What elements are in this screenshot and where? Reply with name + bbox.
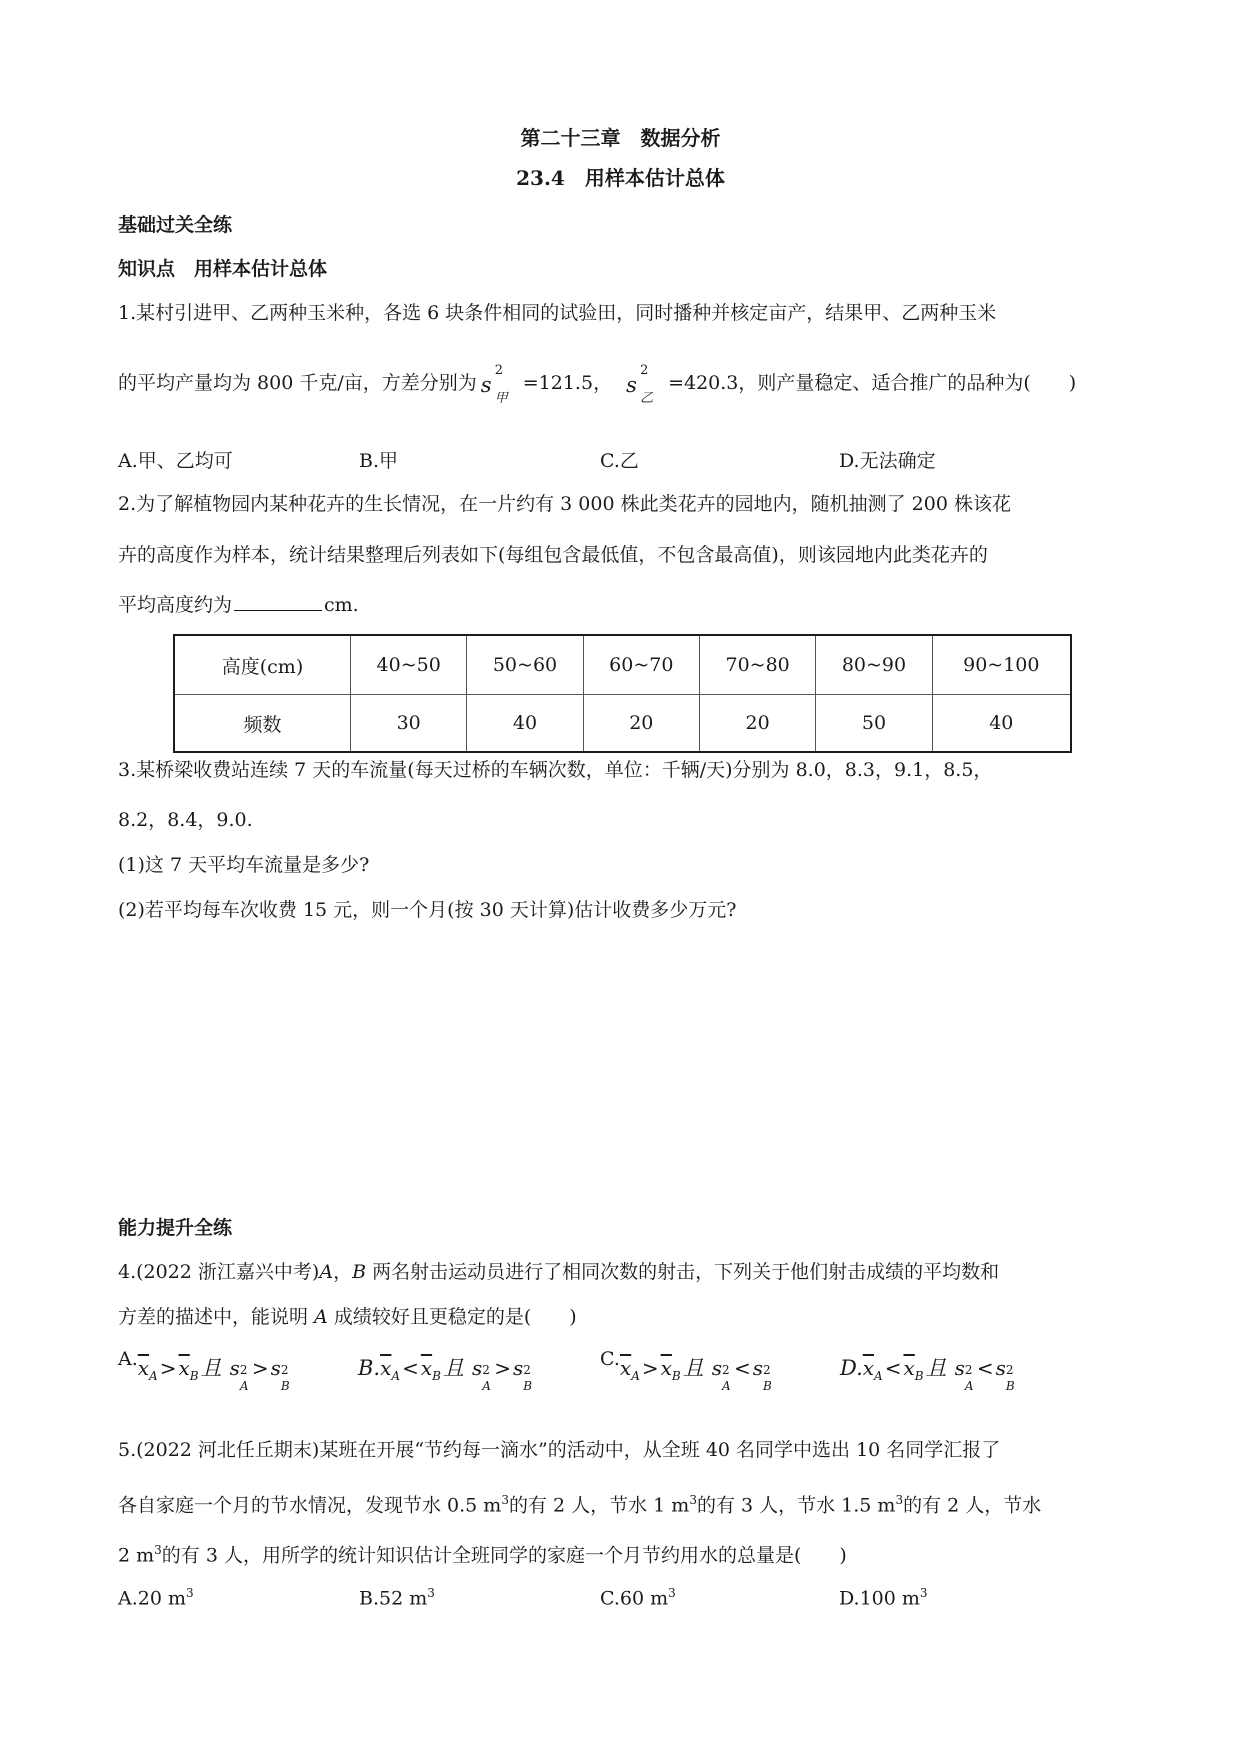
cubic-sup: 3 (895, 1493, 904, 1507)
table-cell: 30 (351, 695, 467, 753)
table-cell: 20 (583, 695, 699, 753)
q1-line1: 1.某村引进甲、乙两种玉米种，各选 6 块条件相同的试验田，同时播种并核定亩产，结果甲、乙两种玉米 (118, 302, 997, 324)
option-label: D. (840, 1356, 863, 1380)
table-cell: 50 (816, 695, 932, 753)
q5-option-a: A.20 $m^3$ (118, 1586, 194, 1610)
q4-option-a: $A.\overline{x}_A > \overline{x}_B$且 s 2 A > s 2 B (118, 1348, 290, 1393)
q1-option-a: A.甲、乙均可 (118, 450, 233, 472)
chapter-title: 第二十三章 数据分析 (520, 126, 721, 150)
q4-text: 两名射击运动员进行了相同次数的射击，下列关于他们射击成绩的平均数和 (366, 1261, 1000, 1283)
q2-text: 平均高度约为 (118, 594, 233, 616)
q4-sep: ， (333, 1261, 353, 1283)
part2-heading: 能力提升全练 (118, 1217, 233, 1239)
var-b: B (352, 1261, 367, 1283)
q4-line1 (118, 1260, 999, 1284)
q5-option-c: C.60 $m^3$ (600, 1586, 676, 1610)
q3-sub2: (2)若平均每车次收费 15 元，则一个月(按 30 天计算)估计收费多少万元? (118, 899, 737, 921)
q1-option-d: D.无法确定 (839, 450, 936, 472)
part1-heading: 基础过关全练 (118, 214, 233, 236)
q4-option-d: $D.\overline{x}_A < \overline{x}_B$且 s 2 A < s 2 B (840, 1356, 1015, 1393)
q3-line1: 3.某桥梁收费站连续 7 天的车流量(每天过桥的车辆次数，单位：千辆/天)分别为 8.0，8.3，9.1，8.5， (118, 759, 993, 781)
q1-option-c: C.乙 (600, 450, 639, 472)
q1-val1: =121.5， (522, 372, 613, 394)
var-a: A (319, 1261, 334, 1283)
frequency-table (173, 634, 1072, 753)
q4-line2 (118, 1305, 577, 1329)
cubic-sup: 3 (154, 1543, 162, 1557)
q2-line2: 卉的高度作为样本，统计结果整理后列表如下(每组包含最低值，不包含最高值)，则该园地内此类花卉的 (118, 544, 988, 566)
table-cell: 80~90 (816, 635, 932, 695)
q5-text-e: 2 m (118, 1544, 155, 1567)
q5-text-a: 各自家庭一个月的节水情况，发现节水 0.5 m (118, 1494, 502, 1517)
table-row (174, 635, 1071, 695)
variance-yi: s 2 乙 (626, 363, 654, 406)
table-cell: 40 (932, 695, 1071, 753)
q4-option-c: $C.\overline{x}_A > \overline{x}_B$且 s 2 A < s 2 B (600, 1348, 772, 1393)
q4-option-b: $B.\overline{x}_A < \overline{x}_B$且 s 2 A > s 2 B (358, 1356, 533, 1393)
q4-text2: 方差的描述中，能说明 (118, 1306, 315, 1328)
q1-line2 (118, 363, 1077, 406)
table-header-cell: 频数 (174, 695, 351, 753)
q1-option-b: B.甲 (359, 450, 399, 472)
cubic-sup: 3 (501, 1493, 509, 1507)
table-cell: 50~60 (467, 635, 583, 695)
option-label: B. (358, 1356, 381, 1380)
table-row (174, 695, 1071, 753)
q4-source: 4.(2022 浙江嘉兴中考) (118, 1261, 320, 1283)
q5-line1: 5.(2022 河北任丘期末)某班在开展“节约每一滴水”的活动中，从全班 40 名同学中选出 10 名同学汇报了 (118, 1439, 1001, 1461)
table-cell: 90~100 (932, 635, 1071, 695)
section-title: 23.4 用样本估计总体 (516, 166, 725, 190)
q1-val2: =420.3，则产量稳定、适合推广的品种为( ) (668, 372, 1077, 394)
q4-text3: 成绩较好且更稳定的是( ) (327, 1306, 577, 1328)
cubic-sup: 3 (689, 1493, 697, 1507)
var-a: A (314, 1306, 328, 1328)
q5-line2 (118, 1488, 1041, 1517)
q5-text-b: 的有 2 人，节水 1 m (508, 1494, 690, 1517)
table-cell: 40~50 (351, 635, 467, 695)
q5-text-f: 的有 3 人，用所学的统计知识估计全班同学的家庭一个月节约用水的总量是( ) (161, 1544, 847, 1567)
table-cell: 60~70 (583, 635, 699, 695)
q5-option-b: B.52 $m^3$ (359, 1586, 435, 1610)
q5-text-d: 的有 2 人，节水 (903, 1494, 1042, 1517)
q2-line1: 2.为了解植物园内某种花卉的生长情况，在一片约有 3 000 株此类花卉的园地内，随机抽测了 200 株该花 (118, 493, 1011, 515)
option-label: C. (600, 1348, 620, 1370)
table-cell: 70~80 (699, 635, 815, 695)
q3-sub1: (1)这 7 天平均车流量是多少? (118, 854, 370, 876)
q1-text-a: 的平均产量均为 800 千克/亩，方差分别为 (118, 372, 477, 394)
table-cell: 40 (467, 695, 583, 753)
q5-line3 (118, 1538, 847, 1567)
answer-blank (234, 592, 322, 611)
table-cell: 20 (699, 695, 815, 753)
q5-option-d: D.100 $m^3$ (839, 1586, 928, 1610)
table-header-cell: 高度(cm) (174, 635, 351, 695)
q3-line2: 8.2，8.4，9.0. (118, 809, 253, 831)
q5-text-c: 的有 3 人，节水 1.5 m (696, 1494, 896, 1517)
knowledge-point: 知识点 用样本估计总体 (118, 258, 328, 280)
q2-line3 (118, 592, 359, 617)
variance-jia: s 2 甲 (480, 363, 508, 406)
q2-unit: cm. (324, 594, 359, 616)
option-label: A. (118, 1348, 138, 1370)
